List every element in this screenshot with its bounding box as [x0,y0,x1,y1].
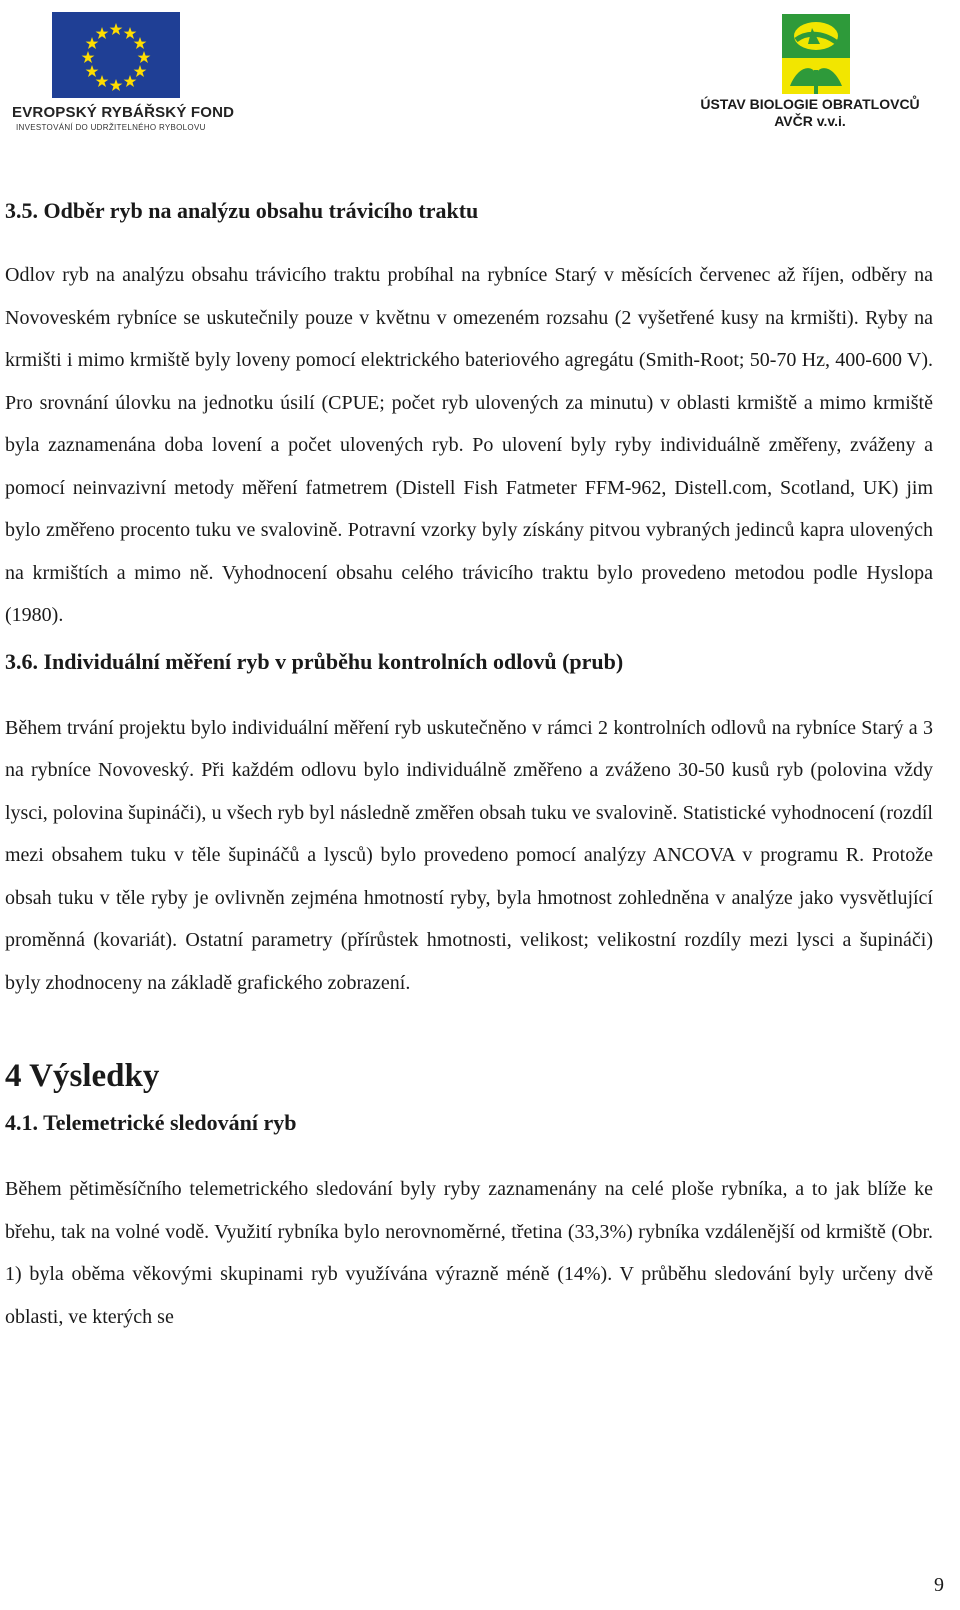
eu-fisheries-fund-logo [12,12,235,132]
ubo-logo [690,14,940,134]
paragraph-3-5: Odlov ryb na analýzu obsahu trávicího traktu probíhal na rybníce Starý v měsících červenec až říjen, odběry na Novoveském rybníce se uskutečnily pouze v květnu v omezeném rozsahu (2 vyšetřené kusy na krmišti). Ryby na krmišti i mimo krmiště byly loveny pomocí elektrického bateriového agregátu (Smith-Root; 50-70 Hz, 400-600 V). Pro srovnání úlovku na jednotku úsilí (CPUE; počet ryb ulovených za minutu) v oblasti krmiště a mimo krmiště byla zaznamenána doba lovení a počet ulovených ryb. Po ulovení byly ryby individuálně změřeny, zváženy a pomocí neinvazivní metody měření fatmetrem (Distell Fish Fatmeter FFM-962, Distell.com, Scotland, UK) jim bylo změřeno procento tuku ve svalovině. Potravní vzorky byly získány pitvou vybraných jedinců kapra ulovených na krmištích a mimo ně. Vyhodnocení obsahu celého trávicího traktu bylo provedeno metodou podle Hyslopa (1980). [5,264,933,626]
paragraph-3-6: Během trvání projektu bylo individuální měření ryb uskutečněno v rámci 2 kontrolních odlovů na rybníce Starý a 3 na rybníce Novoveský. Při každém odlovu bylo individuálně změřeno a zváženo 30-50 kusů ryb (polovina vždy lysci, polovina šupináči), u všech ryb byl následně změřen obsah tuku ve svalovině. Statistické vyhodnocení (rozdíl mezi obsahem tuku v těle šupináčů a lysců) bylo provedeno pomocí analýzy ANCOVA v programu R. Protože obsah tuku v těle ryby je ovlivněn zejména hmotností ryby, byla hmotnost zohledněna v analýze jako vysvětlující proměnná (kovariát). Ostatní parametry (přírůstek hmotnosti, velikost; velikostní rozdíly mezi lysci a šupináči) byly zhodnoceny na základě grafického zobrazení. [5,716,933,994]
ubo-institute-name: ÚSTAV BIOLOGIE OBRATLOVCŮ [700,96,920,112]
eu-flag-icon [52,12,180,98]
paragraph-4-1: Během pětiměsíčního telemetrického sledování byly ryby zaznamenány na celé ploše rybníka, a to jak blíže ke břehu, tak na volné vodě. Využití rybníka bylo nerovnoměrné, třetina (33,3%) rybníka vzdálenější od krmiště (Obr. 1) byla oběma věkovými skupinami ryb využívána výrazně méně (14%). V průběhu sledování byly určeny dvě oblasti, ve kterých se [5,1178,933,1328]
section-heading-3-6: 3.6. Individuální měření ryb v průběhu kontrolních odlovů (prub) [5,648,624,674]
ubo-emblem-icon [782,14,850,94]
eu-fund-title: EVROPSKÝ RYBÁŘSKÝ FOND [12,104,235,121]
document-body [5,196,933,1338]
eu-fund-subtitle: INVESTOVÁNÍ DO UDRŽITELNÉHO RYBOLOVU [16,123,206,132]
page-number: 9 [934,1574,944,1596]
section-heading-3-5: 3.5. Odběr ryb na analýzu obsahu trávicího traktu [5,198,479,223]
ubo-academy-label: AVČR v.v.i. [774,113,846,129]
section-heading-4-1: 4.1. Telemetrické sledování ryb [5,1110,297,1135]
chapter-heading: 4 Výsledky [5,1058,160,1094]
